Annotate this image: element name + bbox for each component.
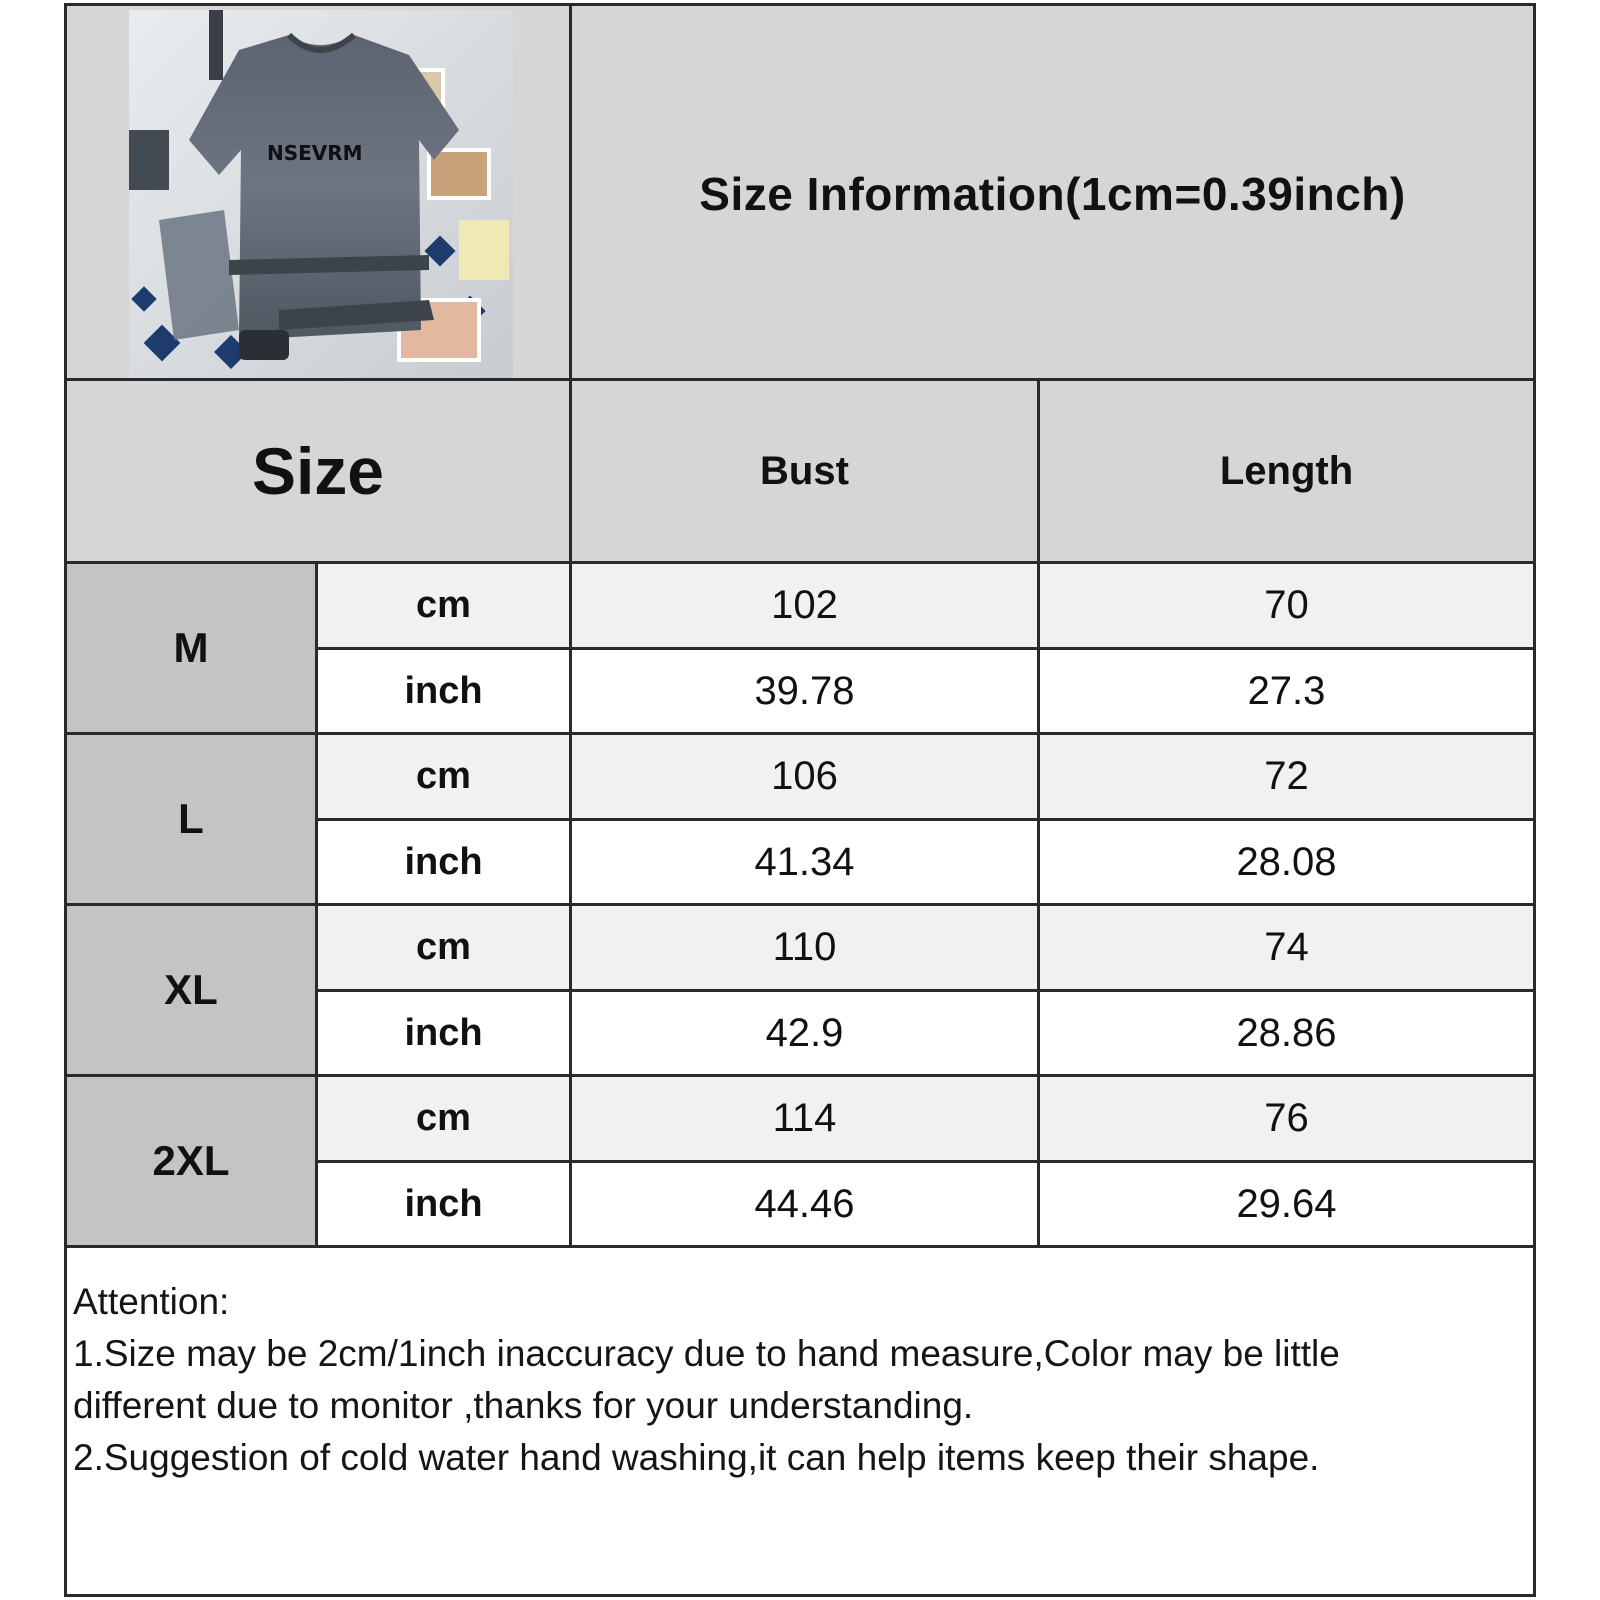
length-cm-value: 70 [1040, 564, 1533, 647]
bust-cm-value: 110 [572, 906, 1037, 989]
length-cm-value: 76 [1040, 1077, 1533, 1160]
divider [318, 818, 1533, 821]
length-inch-value: 28.08 [1040, 821, 1533, 903]
notes-heading: Attention: [73, 1281, 230, 1322]
length-inch-value: 27.3 [1040, 650, 1533, 732]
unit-label: inch [318, 650, 569, 732]
size-label: L [67, 735, 315, 903]
unit-label: cm [318, 906, 569, 989]
unit-label: cm [318, 564, 569, 647]
divider [318, 989, 1533, 992]
length-cm-value: 72 [1040, 735, 1533, 818]
product-photo-cell [67, 6, 569, 381]
divider [569, 564, 572, 1245]
length-cm-value: 74 [1040, 906, 1533, 989]
size-label: M [67, 564, 315, 732]
size-label: 2XL [67, 1077, 315, 1245]
unit-label: cm [318, 1077, 569, 1160]
length-column-header: Length [1040, 381, 1533, 561]
divider [315, 564, 318, 1245]
note-line: different due to monitor ,thanks for your understanding. [73, 1385, 974, 1426]
length-inch-value: 29.64 [1040, 1163, 1533, 1245]
unit-label: cm [318, 735, 569, 818]
bust-cm-value: 114 [572, 1077, 1037, 1160]
divider [318, 647, 1533, 650]
page-title: Size Information(1cm=0.39inch) [572, 6, 1533, 381]
bust-inch-value: 41.34 [572, 821, 1037, 903]
unit-label: inch [318, 821, 569, 903]
bust-column-header: Bust [572, 381, 1037, 561]
divider [1037, 564, 1040, 1245]
bust-inch-value: 39.78 [572, 650, 1037, 732]
length-inch-value: 28.86 [1040, 992, 1533, 1074]
size-label: XL [67, 906, 315, 1074]
product-photo [129, 10, 513, 380]
bust-inch-value: 44.46 [572, 1163, 1037, 1245]
size-chart [64, 3, 1536, 1597]
divider [318, 1160, 1533, 1163]
size-column-header: Size [67, 381, 569, 561]
shirt-print-text: NSEVRM [267, 141, 363, 165]
bust-cm-value: 102 [572, 564, 1037, 647]
bust-cm-value: 106 [572, 735, 1037, 818]
bust-inch-value: 42.9 [572, 992, 1037, 1074]
note-line: 1.Size may be 2cm/1inch inaccuracy due to hand measure,Color may be little [73, 1333, 1340, 1374]
divider [67, 1245, 1533, 1248]
unit-label: inch [318, 992, 569, 1074]
unit-label: inch [318, 1163, 569, 1245]
note-line: 2.Suggestion of cold water hand washing,it can help items keep their shape. [73, 1437, 1320, 1478]
tshirt-image [129, 10, 513, 380]
attention-notes [73, 1276, 1523, 1484]
